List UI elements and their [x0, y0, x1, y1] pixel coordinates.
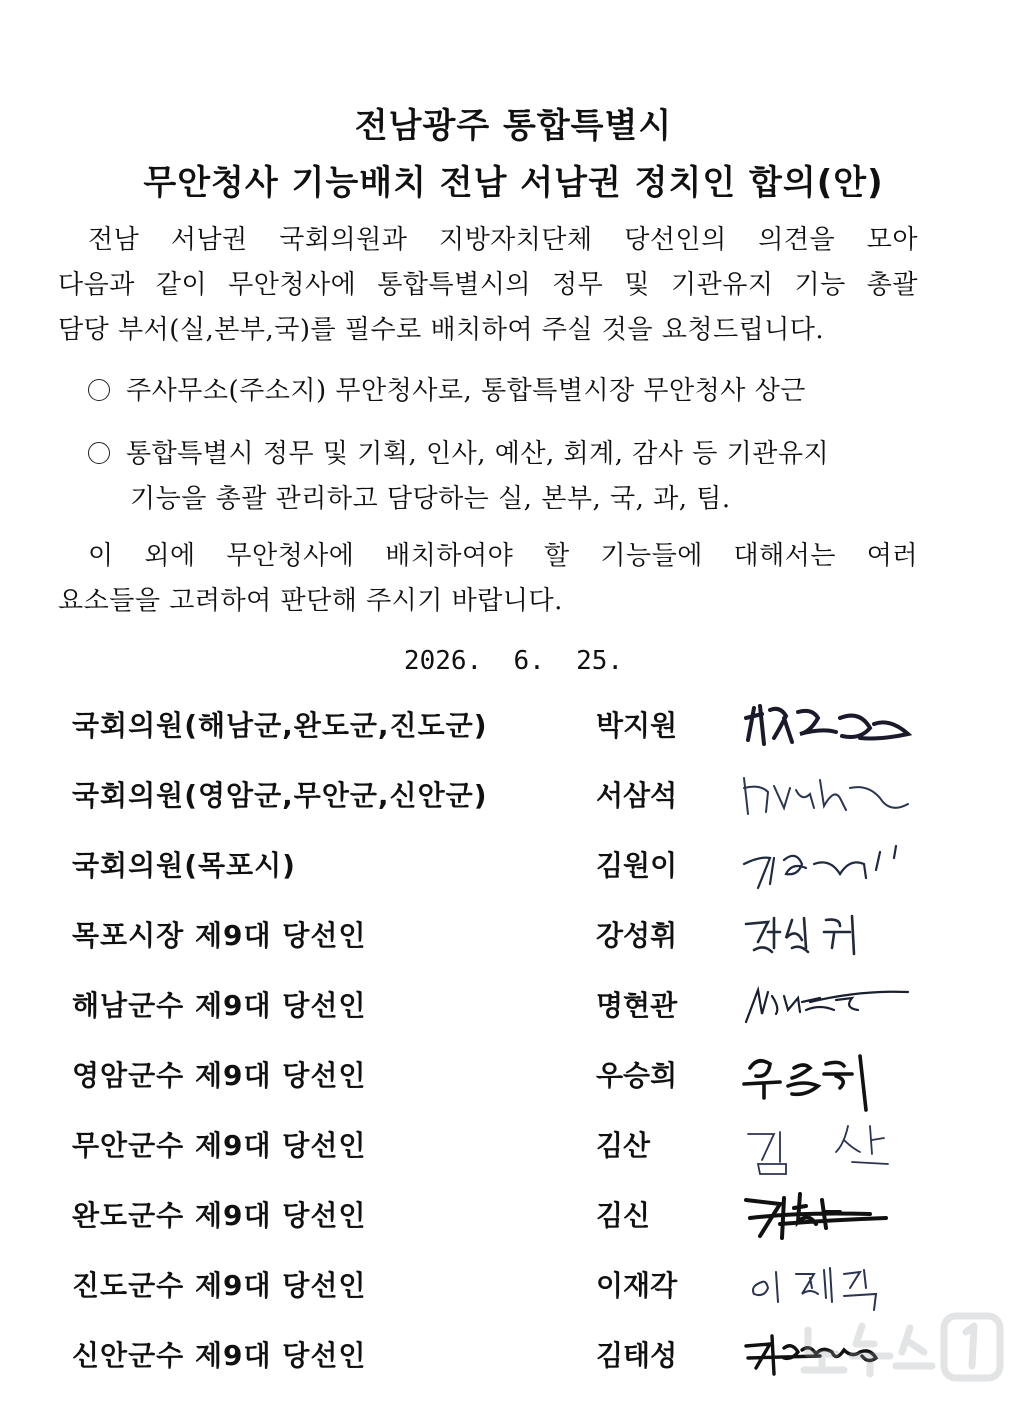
signatory-name: 김태성 [596, 1339, 678, 1372]
signatory-row [0, 694, 1027, 764]
signatory-role: 해남군수 제9대 당선인 [72, 989, 367, 1022]
bullet-item [88, 369, 918, 414]
document-title: 전남광주 통합특별시 [354, 106, 673, 146]
signatory-role: 신안군수 제9대 당선인 [72, 1339, 367, 1372]
signatory-name: 명현관 [596, 989, 678, 1022]
signatory-name: 우승희 [596, 1059, 678, 1092]
signatory-name: 박지원 [596, 709, 678, 742]
intro-line: 다음과 같이 무안청사에 통합특별시의 정무 및 기관유지 기능 총괄 [58, 270, 918, 300]
signatory-row [0, 764, 1027, 834]
closing-line: 이 외에 무안청사에 배치하여야 할 기능들에 대해서는 여러 [88, 541, 918, 571]
signatory-role: 완도군수 제9대 당선인 [72, 1199, 367, 1232]
signatory-row [0, 1184, 1027, 1254]
signatory-role: 진도군수 제9대 당선인 [72, 1269, 367, 1302]
handwritten-signature [740, 1178, 920, 1248]
bullet-text: 기능을 총괄 관리하고 담당하는 실, 본부, 국, 과, 팀. [130, 484, 731, 514]
signatory-name: 김산 [596, 1129, 651, 1162]
document-date: 2026. 6. 25. [403, 646, 624, 676]
signatory-name: 강성휘 [596, 919, 678, 952]
signatory-name: 이재각 [596, 1269, 678, 1302]
bullet-text: 주사무소(주소지) 무안청사로, 통합특별시장 무안청사 상근 [126, 376, 806, 406]
circle-bullet-icon [88, 379, 110, 401]
signatory-row [0, 904, 1027, 974]
intro-line: 전남 서남권 국회의원과 지방자치단체 당선인의 의견을 모아 [88, 225, 918, 255]
signatory-role: 목포시장 제9대 당선인 [72, 919, 367, 952]
signatory-role: 국회의원(해남군,완도군,진도군) [72, 709, 488, 742]
signatory-row [0, 1044, 1027, 1114]
bullet-item [88, 432, 918, 522]
signatory-name: 김원이 [596, 849, 678, 882]
intro-line: 담당 부서(실,본부,국)를 필수로 배치하여 주실 것을 요청드립니다. [58, 315, 825, 345]
intro-paragraph [58, 218, 918, 353]
signatory-row [0, 1114, 1027, 1184]
handwritten-signature [740, 828, 920, 898]
news1-watermark-logo [800, 1308, 1010, 1388]
handwritten-signature [740, 688, 920, 758]
signatory-name: 김신 [596, 1199, 651, 1232]
signatory-role: 무안군수 제9대 당선인 [72, 1129, 367, 1162]
signatory-row [0, 834, 1027, 904]
document-subtitle: 무안청사 기능배치 전남 서남권 정치인 합의(안) [143, 163, 884, 203]
signatory-role: 국회의원(영암군,무안군,신안군) [72, 779, 488, 812]
signatory-name: 서삼석 [596, 779, 678, 812]
handwritten-signature [740, 1108, 920, 1178]
closing-line: 요소들을 고려하여 판단해 주시기 바랍니다. [58, 586, 563, 616]
signatory-row [0, 974, 1027, 1044]
bullet-text: 통합특별시 정무 및 기획, 인사, 예산, 회계, 감사 등 기관유지 [126, 439, 830, 469]
signatory-role: 영암군수 제9대 당선인 [72, 1059, 367, 1092]
signatory-role: 국회의원(목포시) [72, 849, 296, 882]
handwritten-signature [740, 968, 920, 1038]
closing-paragraph [58, 534, 918, 624]
circle-bullet-icon [88, 442, 110, 464]
handwritten-signature [740, 898, 920, 968]
handwritten-signature [740, 1038, 920, 1114]
handwritten-signature [740, 758, 920, 828]
